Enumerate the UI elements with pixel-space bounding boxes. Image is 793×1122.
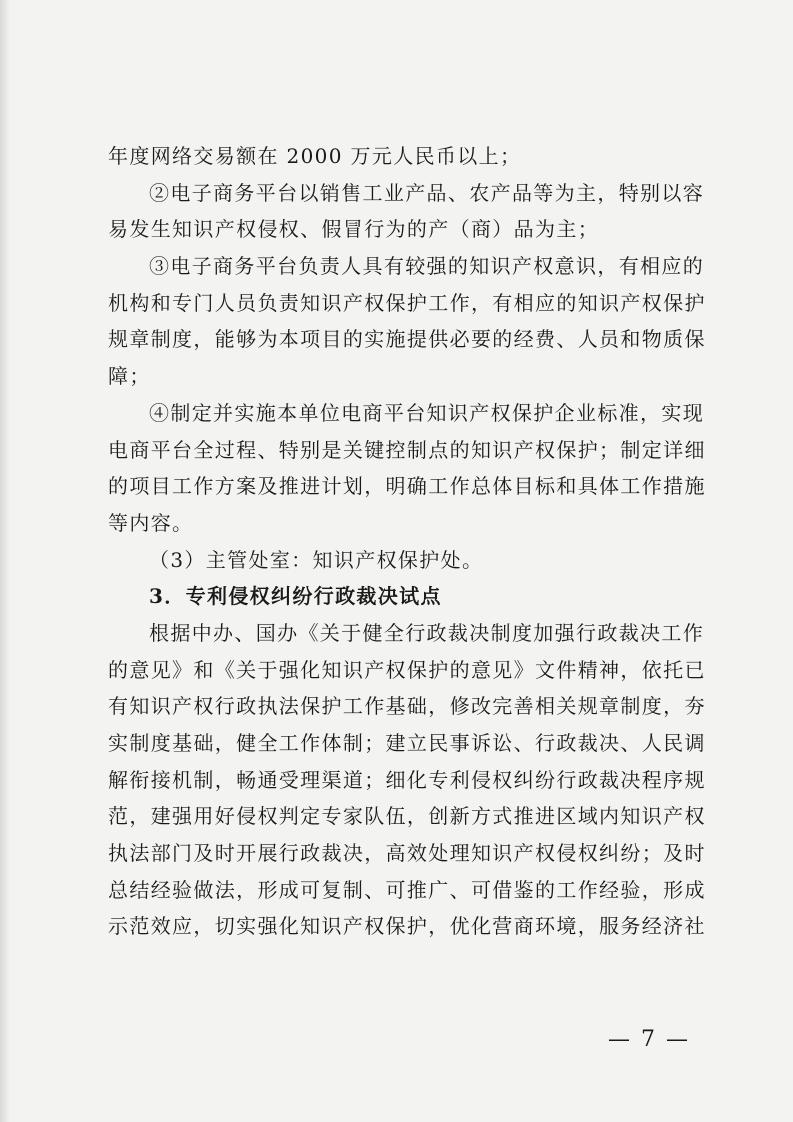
text-line: 的意见》和《关于强化知识产权保护的意见》文件精神，依托已 bbox=[108, 657, 706, 682]
text-line: 的项目工作方案及推进计划，明确工作总体目标和具体工作措施 bbox=[108, 474, 706, 499]
section-heading: 3．专利侵权纠纷行政裁决试点 bbox=[149, 584, 442, 609]
text-line: ②电子商务平台以销售工业产品、农产品等为主，特别以容 bbox=[149, 180, 705, 205]
text-line: 障； bbox=[108, 364, 151, 389]
text-line: 根据中办、国办《关于健全行政裁决制度加强行政裁决工作 bbox=[149, 620, 705, 645]
text-line: ④制定并实施本单位电商平台知识产权保护企业标准，实现 bbox=[149, 400, 705, 425]
text-line: 解衔接机制，畅通受理渠道；细化专利侵权纠纷行政裁决程序规 bbox=[108, 767, 706, 792]
scan-edge-shadow bbox=[0, 0, 10, 1122]
text-line: 等内容。 bbox=[108, 510, 194, 535]
text-line: 总结经验做法，形成可复制、可推广、可借鉴的工作经验，形成 bbox=[108, 877, 706, 902]
text-line: 执法部门及时开展行政裁决，高效处理知识产权侵权纠纷；及时 bbox=[108, 841, 706, 866]
text-line: 有知识产权行政执法保护工作基础，修改完善相关规章制度，夯 bbox=[108, 694, 706, 719]
text-line: 规章制度，能够为本项目的实施提供必要的经费、人员和物质保 bbox=[108, 327, 706, 352]
text-line: 电商平台全过程、特别是关键控制点的知识产权保护；制定详细 bbox=[108, 437, 706, 462]
page-number: — 7 — bbox=[608, 1027, 690, 1052]
text-line: 范，建强用好侵权判定专家队伍，创新方式推进区域内知识产权 bbox=[108, 804, 706, 829]
document-body bbox=[108, 138, 708, 945]
text-line: （3）主管处室：知识产权保护处。 bbox=[149, 547, 484, 572]
text-line: 机构和专门人员负责知识产权保护工作，有相应的知识产权保护 bbox=[108, 290, 706, 315]
text-line: 实制度基础，健全工作体制；建立民事诉讼、行政裁决、人民调 bbox=[108, 731, 706, 755]
text-line: 易发生知识产权侵权、假冒行为的产（商）品为主； bbox=[108, 217, 600, 242]
text-line: 年度网络交易额在 2000 万元人民币以上； bbox=[108, 144, 522, 168]
text-line: ③电子商务平台负责人具有较强的知识产权意识，有相应的 bbox=[149, 254, 705, 279]
text-line: 示范效应，切实强化知识产权保护，优化营商环境，服务经济社 bbox=[108, 914, 706, 939]
